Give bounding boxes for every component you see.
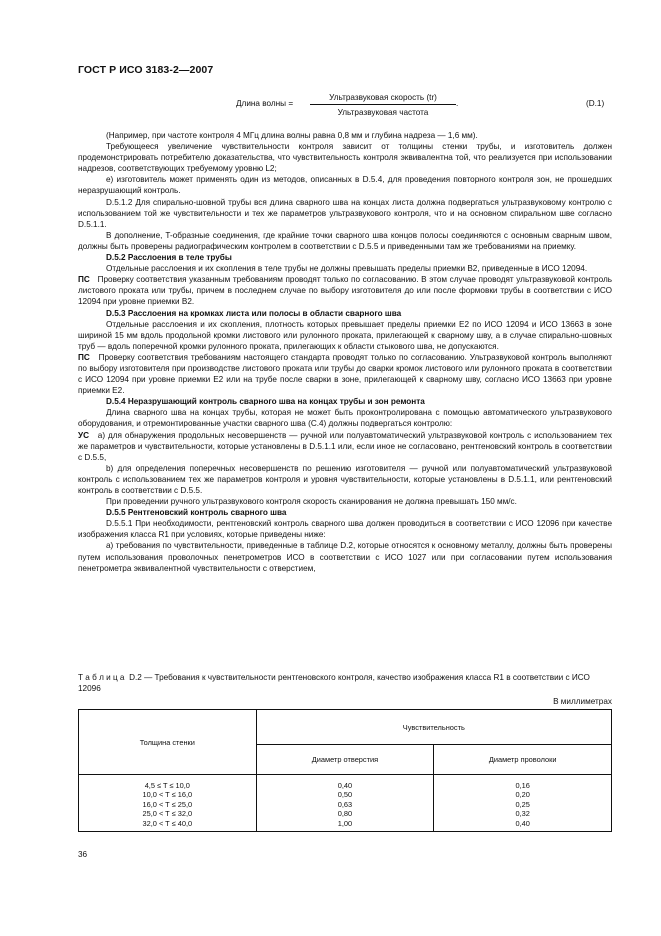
table-cell: 1,00 — [337, 818, 353, 828]
table-cell: 0,80 — [337, 809, 353, 819]
formula-number: (D.1) — [586, 99, 605, 108]
table-cell: 0,32 — [515, 809, 530, 819]
table-caption-text: D.2 — Требования к чувствительности рентгеновского контроля, качество изображения класса R1 в соответствии с ИСО 12096 — [78, 673, 590, 694]
wire-values — [434, 775, 612, 832]
paragraph-text: Проверку соответствия указанным требованиям проводят только по согласованию. В этом случае проводят ультразвуковой контроль листового проката или трубы, причем в последнем случае по выбору изготовителя до или после формовки трубы в соответствии с ИСО 12094 при уровне приемки B2. — [78, 275, 613, 307]
formula-lhs: Длина волны = — [236, 99, 294, 108]
col-header-wire: Диаметр проволоки — [434, 745, 612, 775]
paragraph: В дополнение, T-образные соединения, где крайние точки сварного шва концов полосы соединяются с основным сварным швом, должны быть проверены радиографическим контролем в соответствии с D.5.5 и приведенными там же требованиями на приемку. — [78, 230, 612, 251]
paragraph-ps — [78, 352, 612, 396]
paragraph: Отдельные расслоения и их скопления в теле трубы не должны превышать пределы приемки B2, приведенные в ИСО 12094. — [106, 264, 588, 274]
page-number: 36 — [78, 850, 88, 859]
document-header: ГОСТ Р ИСО 3183-2—2007 — [78, 64, 214, 76]
table-cell: 0,40 — [515, 818, 530, 828]
table-cell: 0,16 — [515, 781, 530, 790]
sensitivity-table — [78, 709, 612, 832]
marker-us: УС — [78, 430, 90, 440]
paragraph: D.5.5.1 При необходимости, рентгеновский контроль сварного шва должен проводиться в соответствии с ИСО 12096 при качестве изображения класса R1 при условиях, которые приведены ниже: — [78, 519, 612, 540]
marker-ps: ПС — [78, 352, 90, 362]
paragraph-text: Проверку соответствия требованиям настоящего стандарта проводят только по согласованию. Ультразвуковой контроль выполняют по выбору изготовителя при производстве листового проката или трубы до сварки кромок листового или рулонного проката в соответствии с ИСО 12094 при уровне приемки E2 или на трубе после сварки в зоне, прилегающей к сварному шву, согласно ИСО 13663 при уровне приемки E2. — [78, 352, 612, 396]
col-header-hole: Диаметр отверстия — [256, 745, 434, 775]
formula-d1 — [0, 93, 661, 125]
thickness-values — [79, 775, 257, 832]
table-caption — [78, 672, 612, 694]
table-cell: 4,5 ≤ T ≤ 10,0 — [144, 781, 190, 790]
paragraph: b) для определения поперечных несовершенств по решению изготовителя — ручной или полуавтоматический ультразвуковой контроль с использованием тех же параметров контроля и уровня чувствительности, которые установлены в D.5.1.1, или рентгеновский контроль в соответствии с D.5.5. — [78, 463, 612, 495]
section-heading-d55: D.5.5 Рентгеновский контроль сварного шва — [106, 508, 287, 518]
paragraph: a) требования по чувствительности, приведенные в таблице D.2, которые относятся к основному металлу, должны быть проверены путем использования проволочных пенетрометров ИСО в соответствии с ИСО 1027 или при согласовании путем использования пенетрометра эквивалентной чувствительности с отверстием, — [78, 541, 612, 573]
col-header-thickness: Толщина стенки — [79, 710, 257, 775]
paragraph: e) изготовитель может применять один из методов, описанных в D.5.4, для проведения повторного контроля зон, не прошедших неразрушающий контроль. — [78, 175, 612, 196]
paragraph: Отдельные расслоения и их скопления, плотность которых превышает пределы приемки E2 по ИСО 12094 и ИСО 13663 в зоне шириной 15 мм вдоль продольной кромки листового или рулонного проката, прилегающей к сварному шву, а в случае спирально-шовных труб — вдоль поперечной кромки рулонного проката, прилегающих к области стыкового шва, не допускаются. — [78, 319, 612, 351]
table-cell: 0,25 — [515, 799, 530, 809]
table-units: В миллиметрах — [553, 697, 612, 706]
section-heading-d53: D.5.3 Расслоения на кромках листа или полосы в области сварного шва — [106, 308, 402, 318]
body-text — [78, 130, 612, 574]
paragraph-ps — [78, 274, 612, 307]
table-cell: 0,63 — [337, 799, 353, 809]
table-cell: 25,0 < T ≤ 32,0 — [142, 809, 193, 819]
table-caption-label: Т а б л и ц а — [78, 673, 125, 682]
table-cell: 0,50 — [337, 790, 353, 800]
paragraph: D.5.1.2 Для спирально-шовной трубы вся длина сварного шва на концах листа должна подвергаться ультразвуковому контролю с использованием той же чувствительности и тех же параметров ультразвукового контроля, что и на основном спиральном шве согласно D.5.1.1. — [78, 197, 612, 229]
paragraph: При проведении ручного ультразвукового контроля скорость сканирования не должна превышать 150 мм/с. — [106, 497, 517, 507]
section-heading-d54: D.5.4 Неразрушающий контроль сварного шва на концах трубы и зон ремонта — [106, 397, 425, 407]
paragraph: Требующееся увеличение чувствительности контроля зависит от толщины стенки трубы, и изготовитель должен продемонстрировать потребителю доказательства, что чувствительность контроля эквивалентна той, что реализуется при использовании надрезов, соответствующих требуемому уровню L2; — [78, 142, 612, 174]
paragraph-us — [78, 430, 612, 463]
marker-ps: ПС — [78, 275, 90, 285]
col-header-sensitivity: Чувствительность — [256, 710, 611, 745]
formula-fraction — [310, 93, 459, 117]
paragraph-text: a) для обнаружения продольных несовершенств — ручной или полуавтоматический ультразвуковой контроль с использованием тех же параметров и чувствительности, которые установлены в D.5.1.1 или, если иное не согласовано, рентгеновский контроль в соответствии с D.5.5, — [78, 430, 612, 462]
formula-numerator: Ультразвуковая скорость (tr) — [310, 93, 456, 105]
table-cell: 16,0 < T ≤ 25,0 — [142, 799, 193, 809]
formula-tail: . — [456, 99, 459, 108]
table-cell: 0,20 — [515, 790, 530, 800]
formula-denominator: Ультразвуковая частота — [337, 108, 429, 117]
table-cell: 0,40 — [337, 781, 353, 790]
hole-values — [256, 775, 434, 832]
paragraph: Длина сварного шва на концах трубы, которая не может быть проконтролирована с помощью автоматического ультразвукового оборудования, и отремонтированные участки сварного шва (C.4) должны подвергаться контролю: — [78, 408, 612, 429]
section-heading-d52: D.5.2 Расслоения в теле трубы — [106, 253, 232, 263]
table-cell: 32,0 < T ≤ 40,0 — [142, 818, 193, 828]
table-cell: 10,0 < T ≤ 16,0 — [142, 790, 193, 800]
paragraph: (Например, при частоте контроля 4 МГц длина волны равна 0,8 мм и глубина надреза — 1,6 мм). — [106, 131, 478, 140]
